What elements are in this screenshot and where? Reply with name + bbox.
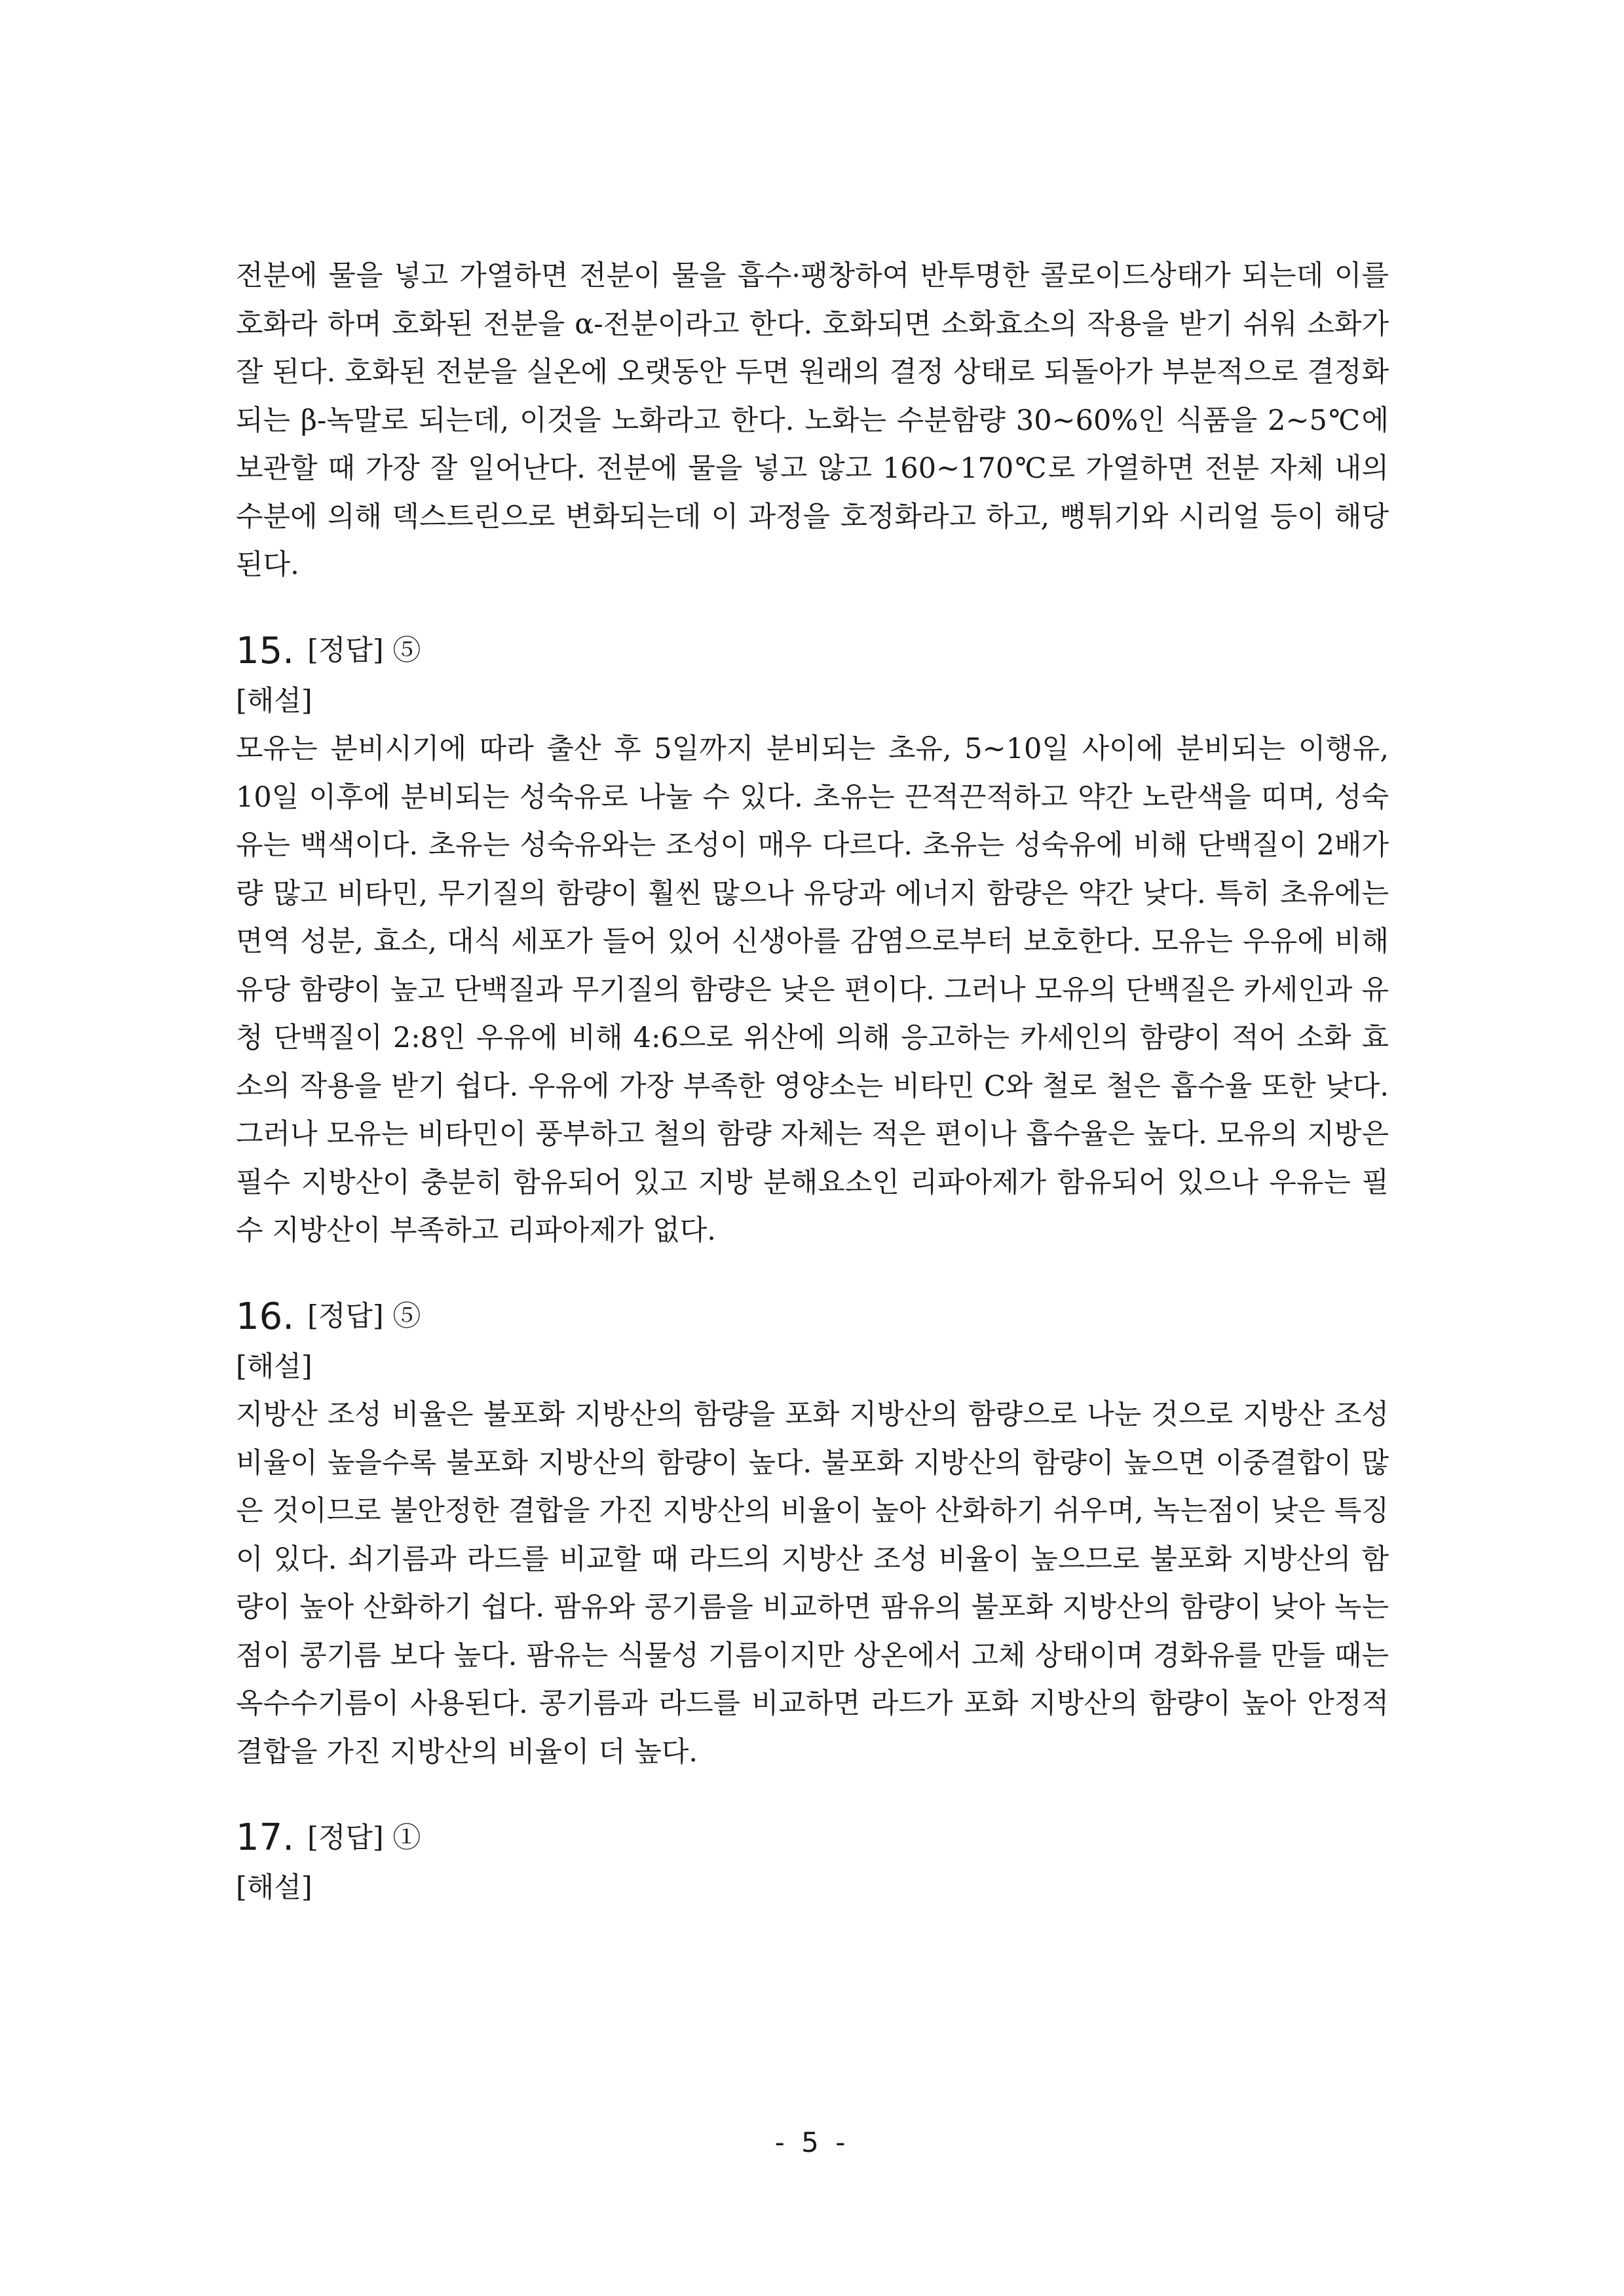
question-header	[236, 1812, 1389, 1864]
answer-label: [정답] ①	[307, 1821, 421, 1854]
question-header	[236, 1291, 1389, 1343]
intro-paragraph: 전분에 물을 넣고 가열하면 전분이 물을 흡수·팽창하여 반투명한 콜로이드상태가 되는데 이를 호화라 하며 호화된 전분을 α-전분이라고 한다. 호화되면 소화효소의 작용을 받기 쉬워 소화가 잘 된다. 호화된 전분을 실온에 오랫동안 두면 원래의 결정 상태로 되돌아가 부분적으로 결정화 되는 β-녹말로 되는데, 이것을 노화라고 한다. 노화는 수분함량 30~60%인 식품을 2~5℃에 보관할 때 가장 잘 일어난다. 전분에 물을 넣고 않고 160~170℃로 가열하면 전분 자체 내의 수분에 의해 덱스트린으로 변화되는데 이 과정을 호정화라고 하고, 뻥튀기와 시리얼 등이 해당된다.	[236, 259, 1389, 581]
question-15	[236, 625, 1389, 1255]
answer-label: [정답] ⑤	[307, 634, 421, 667]
question-16	[236, 1291, 1389, 1777]
question-17	[236, 1812, 1389, 1913]
question-number: 17.	[236, 1816, 295, 1859]
explanation-label: [해설]	[236, 1350, 312, 1383]
explanation-label: [해설]	[236, 684, 312, 718]
page-number: - 5 -	[774, 2126, 850, 2158]
question-header	[236, 625, 1389, 678]
answer-label: [정답] ⑤	[307, 1300, 421, 1333]
explanation-text: 지방산 조성 비율은 불포화 지방산의 함량을 포화 지방산의 함량으로 나눈 것으로 지방산 조성 비율이 높을수록 불포화 지방산의 함량이 높다. 불포화 지방산의 함량이 높으면 이중결합이 많은 것이므로 불안정한 결합을 가진 지방산의 비율이 높아 산화하기 쉬우며, 녹는점이 낮은 특징이 있다. 쇠기름과 라드를 비교할 때 라드의 지방산 조성 비율이 높으므로 불포화 지방산의 함량이 높아 산화하기 쉽다. 팜유와 콩기름을 비교하면 팜유의 불포화 지방산의 함량이 낮아 녹는점이 콩기름 보다 높다. 팜유는 식물성 기름이지만 상온에서 고체 상태이며 경화유를 만들 때는 옥수수기름이 사용된다. 콩기름과 라드를 비교하면 라드가 포화 지방산의 함량이 높아 안정적 결합을 가진 지방산의 비율이 더 높다.	[236, 1398, 1389, 1769]
explanation-text: 모유는 분비시기에 따라 출산 후 5일까지 분비되는 초유, 5~10일 사이에 분비되는 이행유, 10일 이후에 분비되는 성숙유로 나눌 수 있다. 초유는 끈적끈적하고 약간 노란색을 띠며, 성숙유는 백색이다. 초유는 성숙유와는 조성이 매우 다르다. 초유는 성숙유에 비해 단백질이 2배가량 많고 비타민, 무기질의 함량이 훨씬 많으나 유당과 에너지 함량은 약간 낮다. 특히 초유에는 면역 성분, 효소, 대식 세포가 들어 있어 신생아를 감염으로부터 보호한다. 모유는 우유에 비해 유당 함량이 높고 단백질과 무기질의 함량은 낮은 편이다. 그러나 모유의 단백질은 카세인과 유청 단백질이 2:8인 우유에 비해 4:6으로 위산에 의해 응고하는 카세인의 함량이 적어 소화 효소의 작용을 받기 쉽다. 우유에 가장 부족한 영양소는 비타민 C와 철로 철은 흡수율 또한 낮다. 그러나 모유는 비타민이 풍부하고 철의 함량 자체는 적은 편이나 흡수율은 높다. 모유의 지방은 필수 지방산이 충분히 함유되어 있고 지방 분해요소인 리파아제가 함유되어 있으나 우유는 필수 지방산이 부족하고 리파아제가 없다.	[236, 733, 1389, 1247]
explanation-label: [해설]	[236, 1871, 312, 1904]
page-content	[236, 252, 1389, 1913]
question-number: 16.	[236, 1295, 295, 1338]
question-number: 15.	[236, 629, 295, 672]
